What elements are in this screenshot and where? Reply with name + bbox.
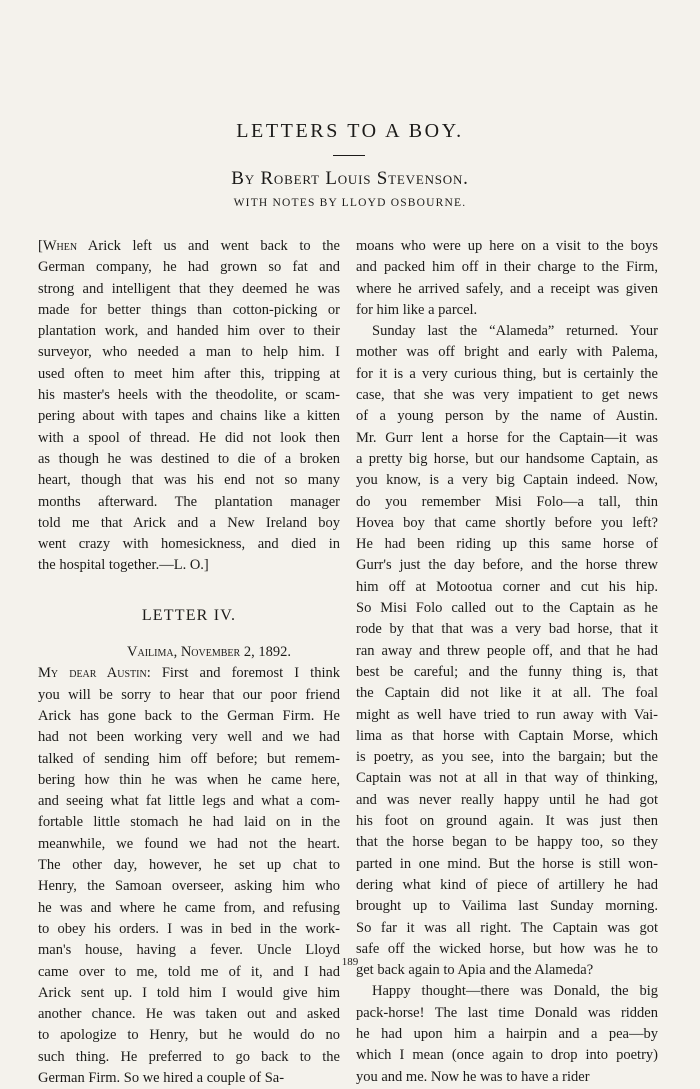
text-line: ran away and threw people off, and that he had: [356, 642, 658, 659]
text-line: you will be sorry to hear that our poor friend: [38, 686, 340, 703]
text-line: the Captain did not like it at all. The foal: [356, 685, 658, 702]
dateline: Vailima, November 2, 1892.: [127, 644, 291, 661]
text-line: plantation work, and handed him over to their: [38, 323, 340, 340]
title-rule: [333, 155, 365, 156]
letter-heading: LETTER IV.: [141, 606, 237, 624]
text-line: he had upon him a hairpin and a pea—by: [356, 1025, 658, 1042]
text-line: his foot on ground again. It was just then: [356, 813, 658, 830]
paragraph: [356, 981, 658, 1087]
text-line: Arick has gone back to the German Firm. He: [38, 707, 340, 724]
text-line: to apologize to Henry, but he would do no: [38, 1027, 340, 1044]
text-line: his master's heels with the theodolite, or scam-: [38, 387, 340, 404]
text-line: So Misi Folo called out to the Captain as he: [356, 600, 658, 617]
letter-body: [38, 663, 340, 1089]
text-line: and was never really happy until he had got: [356, 791, 658, 808]
text-line: meanwhile, we found we had not the heart.: [38, 835, 340, 852]
text-line: which I mean (once again to drop into poetry): [356, 1047, 658, 1064]
text-line: lima as that horse with Captain Morse, which: [356, 727, 658, 744]
text-line: moans who were up here on a visit to the boys: [356, 238, 658, 254]
text-line: best be careful; and the funny thing is, that: [356, 663, 658, 680]
text-line: dering what kind of piece of artillery he had: [356, 876, 658, 893]
text-line: and packed him off in their charge to the Firm,: [356, 259, 658, 276]
text-line: Captain was not at all in that way of thinking,: [356, 770, 658, 787]
text-line: such thing. He preferred to go back to the: [38, 1048, 340, 1065]
text-line: German Firm. So we hired a couple of Sa-: [38, 1069, 285, 1086]
text-line: The other day, however, he set up chat to: [38, 857, 340, 874]
text-line: a pretty big horse, but our handsome Captain, as: [356, 450, 658, 467]
text-line: you know, is a very big Captain indeed. Now,: [356, 472, 658, 489]
text-line: brought up to Vailima last Sunday morning.: [356, 898, 658, 915]
text-line: bering how thin he was when he came here,: [38, 771, 340, 788]
text-line: Henry, the Samoan overseer, asking him who: [38, 878, 340, 895]
paragraph: [356, 321, 658, 981]
text-line: as though he was destined to die of a broken: [38, 450, 340, 467]
notes-credit: WITH NOTES BY LLOYD OSBOURNE.: [233, 197, 467, 209]
text-line: with a spool of thread. He did not look then: [38, 429, 340, 446]
text-line: My dear Austin: First and foremost I think: [38, 665, 340, 682]
text-line: Hovea boy that came shortly before you left?: [356, 514, 658, 531]
text-line: Gurr's just the day before, and the horse threw: [356, 557, 658, 574]
text-line: case, that she was very impatient to get news: [356, 387, 658, 404]
text-line: do you remember Misi Folo—a tall, thin: [356, 493, 658, 510]
text-line: is poetry, as you see, into the bargain; but the: [356, 749, 658, 766]
text-line: that the horse began to be happy too, so they: [356, 834, 658, 851]
text-line: get back again to Apia and the Alameda?: [356, 962, 594, 979]
text-line: pering about with tapes and chains like a kitten: [38, 408, 340, 425]
text-line: German company, he had grown so fat and: [38, 259, 340, 276]
paragraph: [356, 236, 658, 321]
text-line: fortable little stomach he had laid on in the: [38, 814, 340, 831]
text-line: heart, though that was his end not so many: [38, 472, 340, 489]
text-line: for it is a very curious thing, but is certainly the: [356, 365, 658, 382]
text-line: used often to meet him after this, tripping at: [38, 365, 340, 382]
text-line: man's house, having a fever. Uncle Lloyd: [38, 942, 340, 959]
text-line: the hospital together.—L. O.]: [38, 557, 209, 574]
text-line: went crazy with homesickness, and died in: [38, 536, 340, 553]
text-line: surveyor, who needed a man to help him. I: [38, 344, 340, 361]
article-title: LETTERS TO A BOY.: [236, 120, 464, 142]
text-line: So far it was all right. The Captain was got: [356, 919, 658, 936]
text-line: mother was off bright and early with Palema,: [356, 344, 658, 361]
text-line: made for better things than cotton-picking or: [38, 301, 340, 318]
text-line: you and me. Now he was to have a rider: [356, 1068, 590, 1085]
text-line: Arick sent up. I told him I would give him: [38, 984, 340, 1001]
text-line: to obey his orders. I was in bed in the work-: [38, 920, 340, 937]
text-line: had not been working very well and we had: [38, 729, 340, 746]
text-line: Mr. Gurr lent a horse for the Captain—it was: [356, 429, 658, 446]
intro-paragraph: [38, 236, 340, 577]
text-line: where he arrived safely, and a receipt was given: [356, 280, 658, 297]
text-line: pack-horse! The last time Donald was ridden: [356, 1004, 658, 1021]
text-line: rode by that that was a very bad horse, that it: [356, 621, 658, 638]
text-line: might as well have tried to run away with Vai-: [356, 706, 658, 723]
text-line: Happy thought—there was Donald, the big: [372, 983, 658, 1000]
page-number: 189: [341, 956, 359, 968]
text-line: and seeing what fat little legs and what a com-: [38, 793, 340, 810]
text-line: him off at Motootua corner and cut his hip.: [356, 578, 658, 595]
text-line: told me that Arick and a New Ireland boy: [38, 514, 340, 531]
text-line: of a young person by the name of Austin.: [356, 408, 658, 425]
text-line: strong and intelligent that they deemed he was: [38, 280, 340, 297]
text-line: another chance. He was taken out and asked: [38, 1006, 340, 1023]
text-line: [When Arick left us and went back to the: [38, 238, 340, 254]
text-line: for him like a parcel.: [356, 301, 478, 318]
author-byline: By Robert Louis Stevenson.: [231, 168, 469, 189]
text-line: parted in one mind. But the horse is still won-: [356, 855, 658, 872]
text-line: talked of sending him off before; but remem-: [38, 750, 340, 767]
text-line: Sunday last the “Alameda” returned. Your: [372, 323, 658, 340]
text-line: months afterward. The plantation manager: [38, 493, 340, 510]
text-line: safe off the wicked horse, but how was he to: [356, 940, 658, 957]
text-line: came over to me, told me of it, and I had: [38, 963, 340, 980]
text-line: he was and where he came from, and refusing: [38, 899, 340, 916]
text-line: He had been riding up this same horse of: [356, 536, 658, 553]
